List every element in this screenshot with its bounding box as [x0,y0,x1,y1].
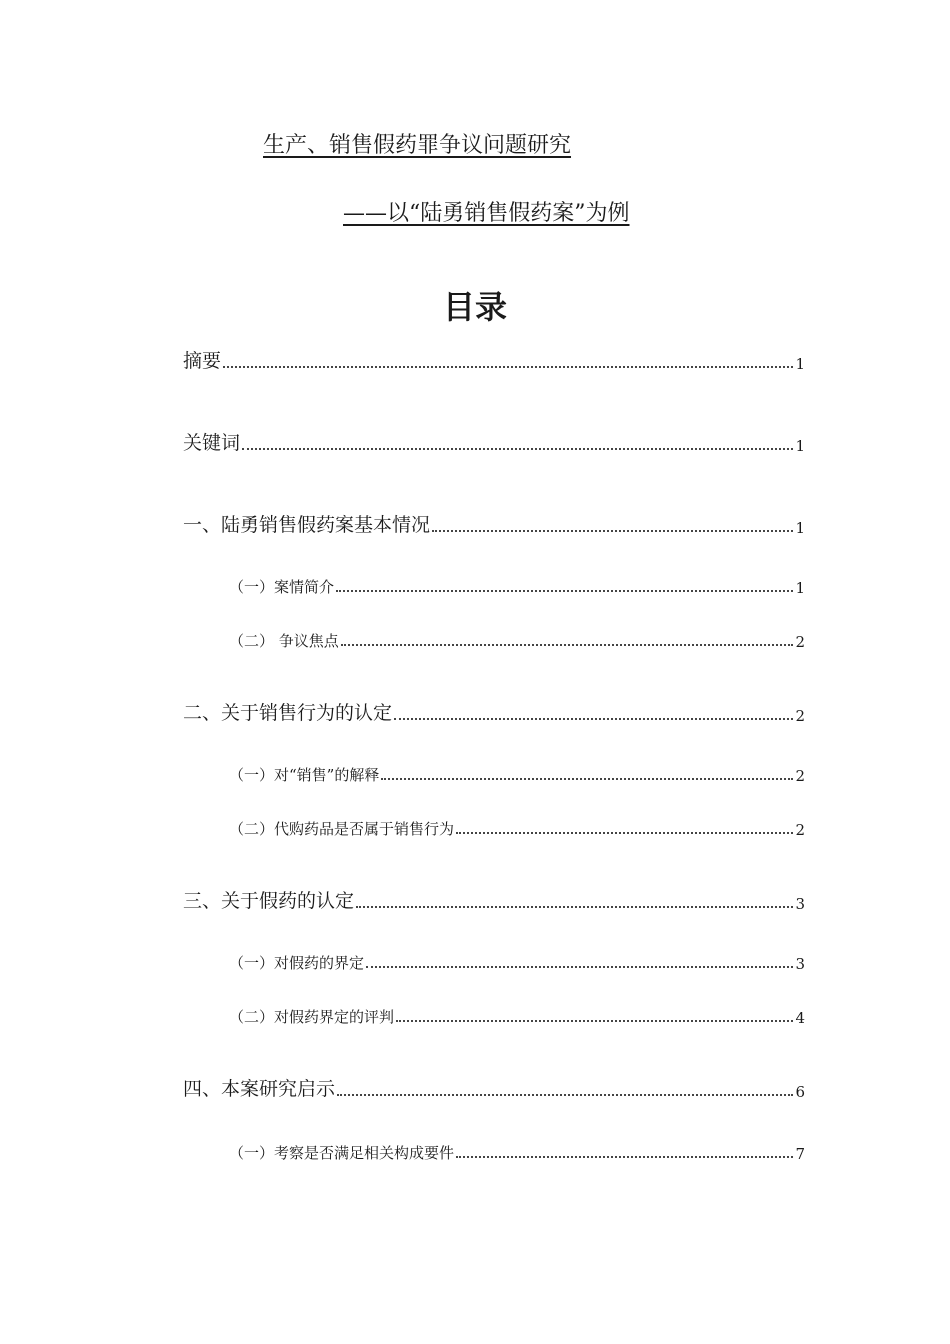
toc-dot-leader [432,529,793,532]
toc-entry-page-number: 2 [795,633,805,651]
toc-dot-leader [341,643,794,646]
toc-entry-page-number: 1 [795,437,805,455]
toc-entry-label: 二、关于销售行为的认定 [183,702,393,724]
toc-entry[interactable] [229,764,805,785]
toc-entry-label: 关键词 [183,432,241,454]
toc-entry-label: （二）对假药界定的评判 [229,1008,395,1026]
toc-entry-page-number: 1 [795,519,805,537]
toc-entry-page-number: 1 [795,579,805,597]
toc-entry[interactable] [229,576,805,597]
toc-entry-label: 一、陆勇销售假药案基本情况 [183,514,431,536]
toc-entry-label: （一）对假药的界定 [229,954,365,972]
toc-entry[interactable] [183,428,805,455]
toc-dot-leader [366,965,793,968]
toc-entry[interactable] [183,1074,805,1101]
document-subtitle: ——以“陆勇销售假药案”为例 [343,201,630,226]
toc-entry-page-number: 1 [795,355,805,373]
toc-entry[interactable] [183,346,805,373]
toc-entry-label: （一）案情简介 [229,578,335,596]
toc-entry-page-number: 2 [795,707,805,725]
toc-entry[interactable] [229,630,805,651]
toc-entry-page-number: 7 [795,1145,805,1163]
toc-dot-leader [242,447,793,450]
toc-heading: 目录 [442,288,507,326]
toc-dot-leader [456,1155,793,1158]
toc-dot-leader [337,1093,793,1096]
toc-entry-label: 三、关于假药的认定 [183,890,355,912]
toc-entry-page-number: 2 [795,821,805,839]
toc-entry[interactable] [229,818,805,839]
toc-dot-leader [356,905,793,908]
toc-entry[interactable] [229,1142,805,1163]
toc-entry-page-number: 3 [795,955,805,973]
toc-dot-leader [396,1019,793,1022]
toc-entry-page-number: 3 [795,895,805,913]
toc-entry-page-number: 6 [795,1083,805,1101]
toc-entry[interactable] [183,510,805,537]
toc-entry-page-number: 4 [795,1009,805,1027]
document-title: 生产、销售假药罪争议问题研究 [263,133,572,158]
toc-dot-leader [223,365,793,368]
toc-entry[interactable] [229,952,805,973]
toc-entry-label: （一）对“销售”的解释 [229,766,380,784]
toc-dot-leader [394,717,793,720]
toc-entry-page-number: 2 [795,767,805,785]
toc-entry-label: 摘要 [183,350,222,372]
toc-dot-leader [336,589,793,592]
toc-entry[interactable] [183,886,805,913]
toc-entry[interactable] [229,1006,805,1027]
toc-entry-label: 四、本案研究启示 [183,1078,336,1100]
toc-entry-label: （二）代购药品是否属于销售行为 [229,820,455,838]
toc-dot-leader [381,777,793,780]
toc-dot-leader [456,831,793,834]
toc-entry-label: （一）考察是否满足相关构成要件 [229,1144,455,1162]
toc-entry-label: （二） 争议焦点 [229,632,339,650]
toc-entry[interactable] [183,698,805,725]
